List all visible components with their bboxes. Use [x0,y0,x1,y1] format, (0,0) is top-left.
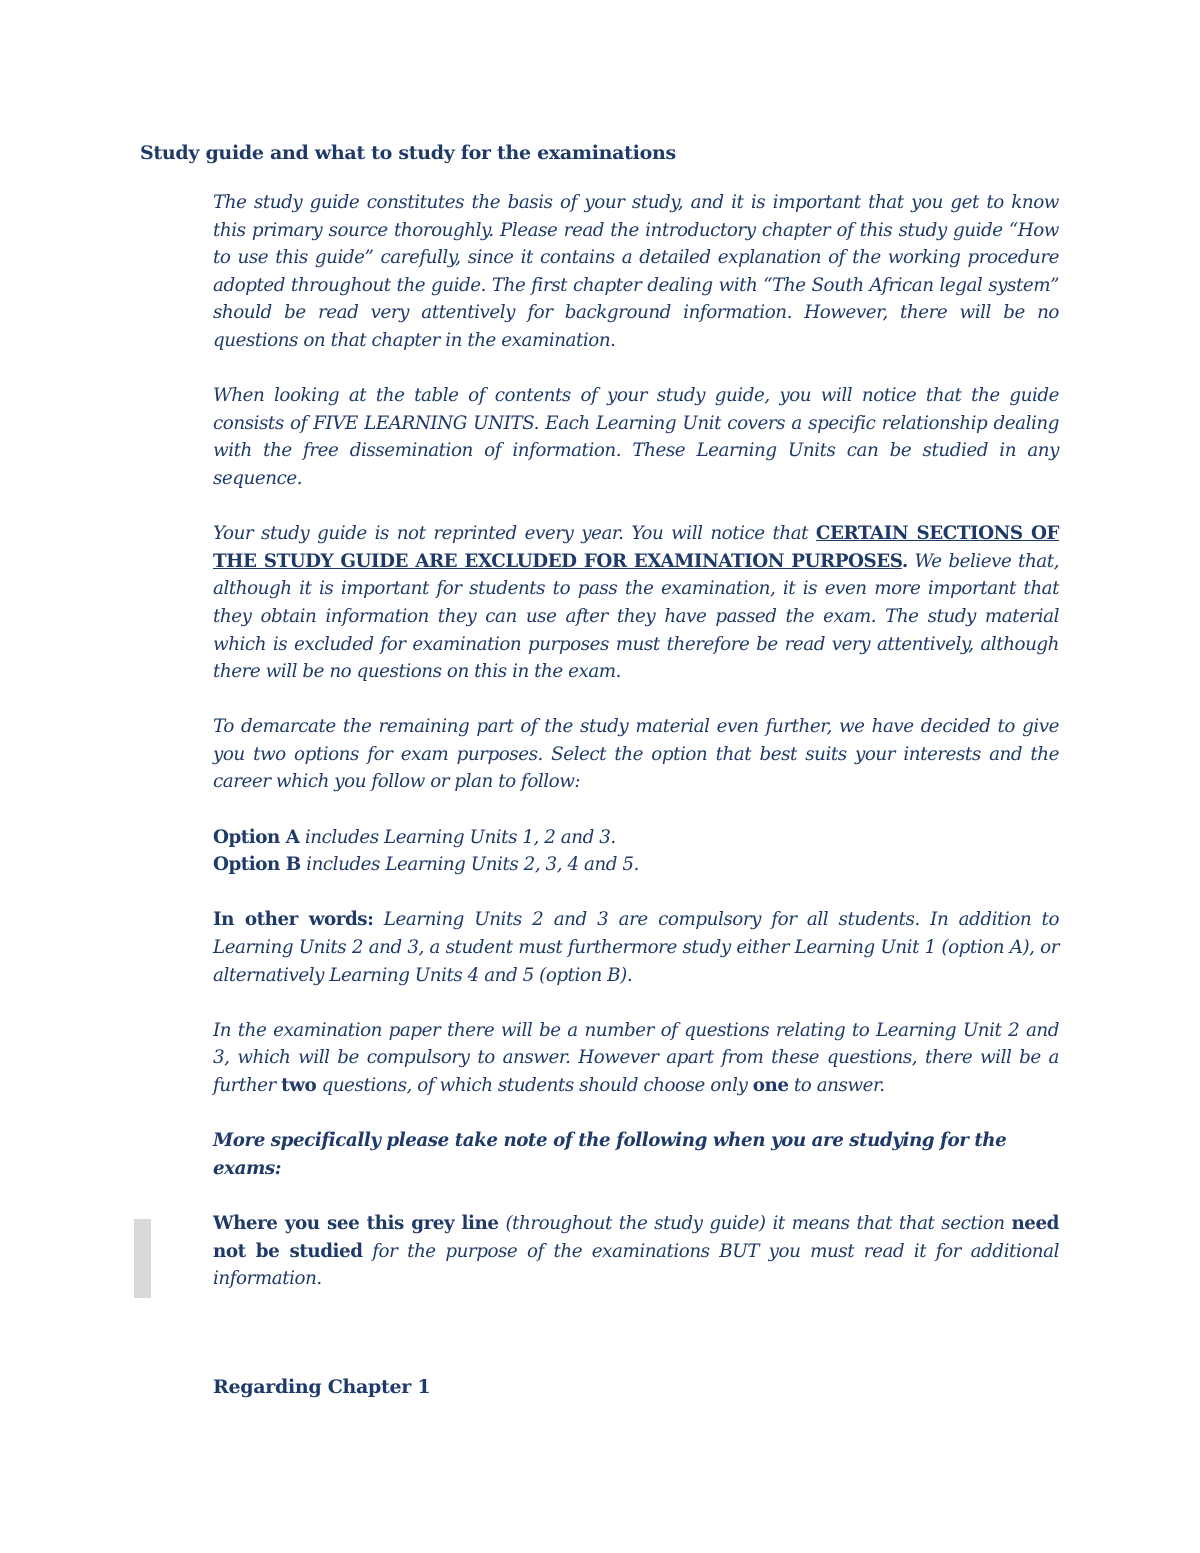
paragraph-take-note: More specifically please take note of the following when you are studying for the exams: [213,1130,1007,1179]
document-body [213,189,1059,1293]
excluded-sections-emphasis: CERTAIN SECTIONS OF THE STUDY GUIDE ARE EXCLUDED FOR EXAMINATION PURPOSES [213,523,1059,572]
grey-line-bold: Where you see this grey line [213,1212,499,1234]
paragraph-study-guide-basis: The study guide constitutes the basis of your study, and it is important that you get to know this primary source thoroughly. Please read the introductory chapter of this study guide “How to use this guide” carefully, since it contains a detailed explanation of the working procedure adopted throughout the guide. The first chapter dealing with “The South African legal system” should be read very attentively for background information. However, there will be no questions on that chapter in the examination. [213,192,1059,351]
option-b-label: Option B [213,854,301,876]
paragraph-exam-paper [213,1017,1059,1100]
paragraph-excluded-sections [213,520,1059,686]
paragraph-table-of-contents: When looking at the table of contents of your study guide, you will notice that the guide consists of FIVE LEARNING UNITS. Each Learning Unit covers a specific relationship dealing with the free dissemination of information. These Learning Units can be studied in any sequence. [213,385,1059,489]
excluded-rest-text: We believe that, although it is important for students to pass the examination, it is even more important that they obtain information they can use after they have passed the exam. The study material which is excluded for examination purposes must therefore be read very attentively, although there will be no questions on this in the exam. [213,550,1059,683]
exam-paper-text-3: to answer. [788,1075,885,1096]
exam-paper-text-1: In the examination paper there will be a number of questions relating to Learning Unit 2 and 3, which will be compulsory to answer. However apart from these questions, there will be a further [213,1019,1059,1096]
exam-paper-text-2: questions, of which students should choose only [316,1075,753,1096]
grey-line-text-1: (throughout the study guide) it means that that section [498,1212,1012,1234]
chapter-heading: Regarding Chapter 1 [213,1376,431,1398]
option-a-label: Option A [213,826,300,848]
option-b-line [213,851,1059,879]
option-a-line [213,824,1059,852]
excluded-intro-text: Your study guide is not reprinted every year. You will notice that [213,523,816,545]
exam-paper-bold-one: one [752,1075,789,1096]
option-b-text: includes Learning Units 2, 3, 4 and 5. [300,854,639,876]
grey-line-text-2: for the purpose of the examinations BUT you must read it for additional information. [213,1240,1059,1290]
paragraph-demarcate-options: To demarcate the remaining part of the study material even further, we have decided to give you two options for exam purposes. Select the option that best suits your interests and the career which you follow or plan to follow: [213,716,1059,793]
in-other-words-label: In other words: [213,909,374,931]
in-other-words-text: Learning Units 2 and 3 are compulsory for all students. In addition to Learning Units 2 and 3, a student must furthermore study either Learning Unit 1 (option A), or alternatively Learning Units 4 and 5 (option B). [213,909,1059,986]
option-a-text: includes Learning Units 1, 2 and 3. [299,826,616,848]
need-not-be-studied-bold: need not be studied [213,1212,1059,1262]
document-title: Study guide and what to study for the examinations [140,142,676,164]
paragraph-grey-line [213,1210,1059,1293]
excluded-period: . [901,550,908,572]
exam-paper-bold-two: two [281,1075,317,1096]
grey-line-marker [134,1219,151,1298]
paragraph-in-other-words [213,906,1059,989]
